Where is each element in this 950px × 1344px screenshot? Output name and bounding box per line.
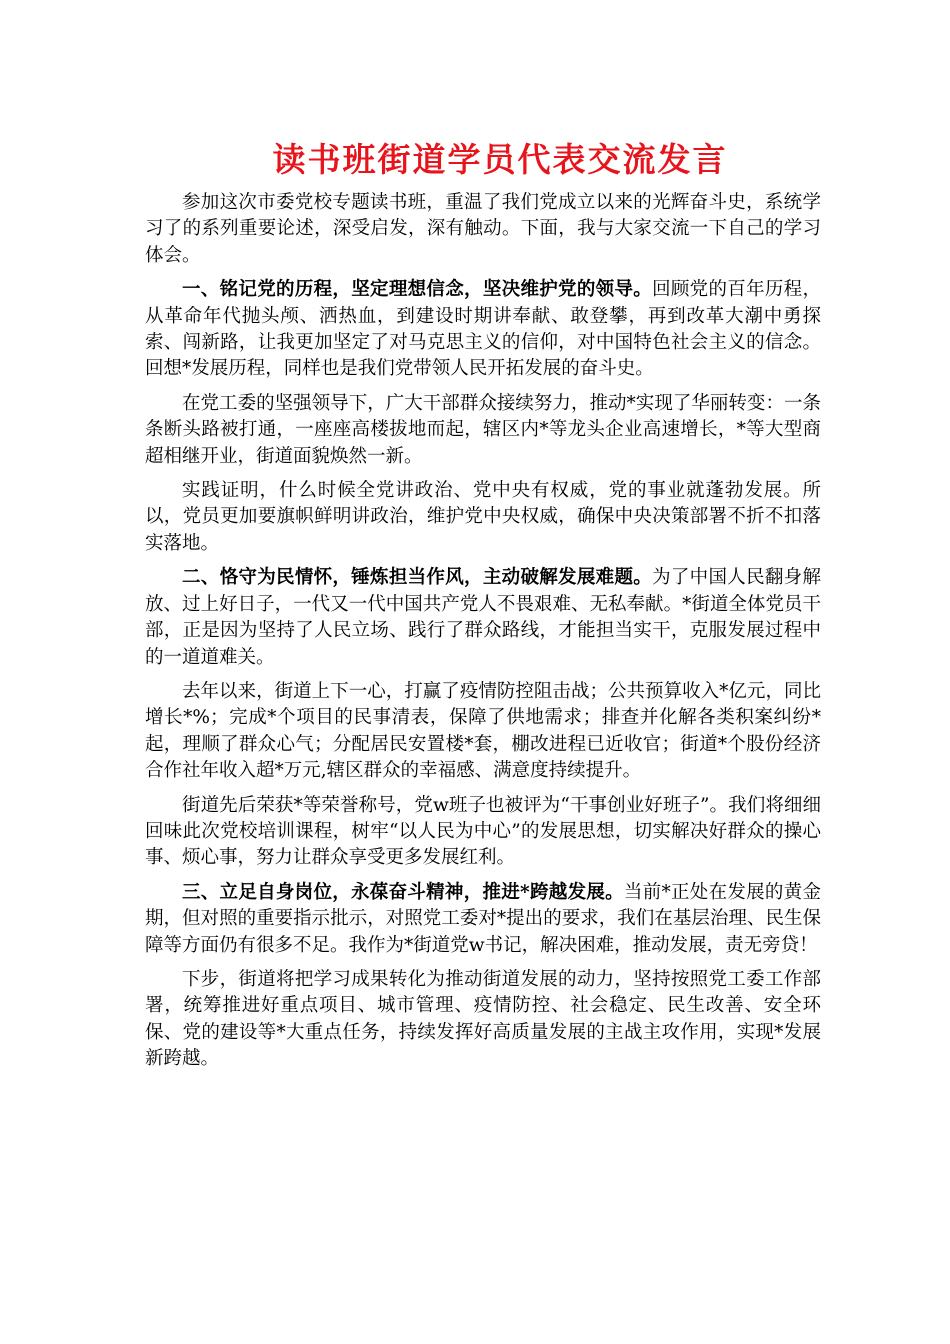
- paragraph-text: 下步，街道将把学习成果转化为推动街道发展的动力，坚持按照党工委工作部署，统筹推进好重点项目、城市管理、疫情防控、社会稳定、民生改善、安全环保、党的建设等*大重点任务，持续发挥好高质量发展的主战主攻作用，实现*发展新跨越。: [145, 968, 821, 1070]
- paragraph-text: 为了中国人民翻身解放、过上好日子，一代又一代中国共产党人不畏艰难、无私奉献。*街道全体党员干部，正是因为坚持了人民立场、践行了群众路线，才能担当实干，克服发展过程中的一道道难关。: [145, 567, 821, 668]
- paragraph-section-3: [145, 880, 821, 959]
- paragraph-text: 参加这次市委党校专题读书班，重温了我们党成立以来的光辉奋斗史，系统学习了的系列重要论述，深受启发，深有触动。下面，我与大家交流一下自己的学习体会。: [145, 192, 821, 266]
- paragraph-section-2: [145, 565, 821, 671]
- paragraph-text: 在党工委的坚强领导下，广大干部群众接续努力，推动*实现了华丽转变：一条条断头路被打通，一座座高楼拔地而起，辖区内*等龙头企业高速增长，*等大型商超相继开业，街道面貌焕然一新。: [145, 392, 821, 467]
- section-heading: 二、恪守为民情怀，锤炼担当作风，主动破解发展难题。: [182, 567, 653, 589]
- section-heading: 三、立足自身岗位，永葆奋斗精神，推进*跨越发展。: [182, 881, 624, 903]
- paragraph-section-1: [145, 277, 821, 383]
- paragraph-text: 回顾党的百年历程，从革命年代抛头颅、洒热血，到建设时期讲奉献、敢登攀，再到改革大潮中勇探索、闯新路，让我更加坚定了对马克思主义的信仰，对中国特色社会主义的信念。回想*发展历程，同样也是我们党带领人民开拓发展的奋斗史。: [145, 279, 821, 380]
- paragraph-text: 去年以来，街道上下一心，打赢了疫情防控阻击战；公共预算收入*亿元，同比增长*%；完成*个项目的民事清表，保障了供地需求；排查并化解各类积案纠纷*起，理顺了群众心气；分配居民安置楼*套，棚改进程已近收官；街道*个股份经济合作社年收入超*万元,辖区群众的幸福感、满意度持续提升。: [145, 680, 821, 782]
- paragraph-intro: [145, 190, 821, 269]
- paragraph: [145, 391, 821, 470]
- document-title: 读书班街道学员代表交流发言: [272, 140, 728, 179]
- document-body: [145, 190, 821, 1081]
- paragraph-text: 实践证明，什么时候全党讲政治、党中央有权威，党的事业就蓬勃发展。所以，党员更加要旗帜鲜明讲政治，维护党中央权威，确保中央决策部署不折不扣落实落地。: [145, 480, 821, 554]
- paragraph-text: 当前*正处在发展的黄金期，但对照的重要指示批示，对照党工委对*提出的要求，我们在基层治理、民生保障等方面仍有很多不足。我作为*街道党w书记，解决困难，推动发展，责无旁贷！: [145, 881, 821, 956]
- paragraph: [145, 679, 821, 785]
- paragraph: [145, 967, 821, 1073]
- paragraph: [145, 793, 821, 872]
- section-heading: 一、铭记党的历程，坚定理想信念，坚决维护党的领导。: [182, 279, 653, 301]
- paragraph-text: 街道先后荣获*等荣誉称号，党w班子也被评为“干事创业好班子”。我们将细细回味此次党校培训课程，树牢“以人民为中心”的发展思想，切实解决好群众的操心事、烦心事，努力让群众享受更多发展红利。: [145, 794, 821, 869]
- paragraph: [145, 478, 821, 557]
